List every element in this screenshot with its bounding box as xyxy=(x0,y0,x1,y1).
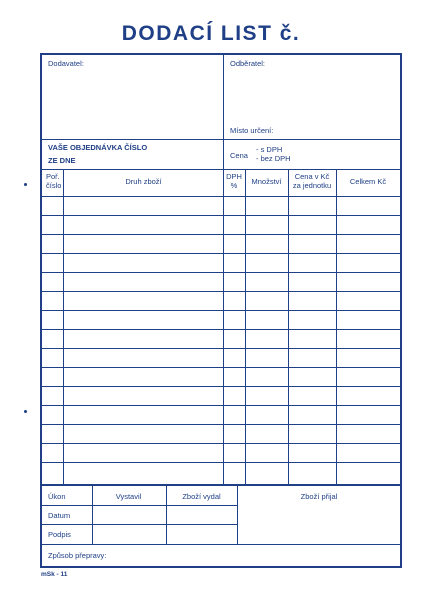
col-vat-header-1: DPH xyxy=(226,172,242,181)
table-row[interactable] xyxy=(42,253,400,254)
table-row[interactable] xyxy=(42,215,400,216)
order-date-label: ZE DNE xyxy=(48,156,76,165)
table-row[interactable] xyxy=(42,291,400,292)
customer-label: Odběratel: xyxy=(230,59,266,68)
col-no-header-1: Poř. xyxy=(46,172,60,181)
order-number-label: VAŠE OBJEDNÁVKA ČÍSLO xyxy=(48,143,148,152)
col-qty-header: Množství xyxy=(251,177,282,186)
table-header-line xyxy=(42,196,400,197)
col-line-1 xyxy=(63,169,64,484)
table-row[interactable] xyxy=(42,367,400,368)
col-item-header: Druh zboží xyxy=(125,177,162,186)
act-label: Úkon xyxy=(48,492,66,501)
price-with-vat: - s DPH xyxy=(256,145,283,154)
table-row[interactable] xyxy=(42,386,400,387)
col-unit-price-header-1: Cena v Kč xyxy=(294,172,330,181)
col-line-5 xyxy=(336,169,337,484)
transport-field[interactable] xyxy=(117,545,400,565)
margin-dot-bottom xyxy=(24,410,27,413)
bottom-block-top xyxy=(42,484,400,486)
supplier-field[interactable] xyxy=(43,69,221,139)
items-top-line xyxy=(42,169,400,170)
col-no-header-2: číslo xyxy=(46,181,62,190)
customer-field[interactable] xyxy=(225,69,400,123)
supplier-label: Dodavatel: xyxy=(48,59,84,68)
table-row[interactable] xyxy=(42,348,400,349)
table-row[interactable] xyxy=(42,310,400,311)
col-unit-price-header-2: za jednotku xyxy=(292,181,332,190)
col-total-header: Celkem Kč xyxy=(349,177,387,186)
transport-label: Způsob přepravy: xyxy=(48,551,107,560)
signature-issued-field[interactable] xyxy=(93,525,165,543)
col-line-2 xyxy=(223,169,224,484)
table-row[interactable] xyxy=(42,462,400,463)
goods-received-label: Zboží přijal xyxy=(300,492,338,501)
table-row[interactable] xyxy=(42,329,400,330)
delivery-note-form xyxy=(40,53,402,568)
col-vat-header-2: % xyxy=(230,181,238,190)
header-bottom-line xyxy=(42,139,400,140)
header-divider xyxy=(223,55,224,169)
date-label: Datum xyxy=(48,511,71,520)
goods-issued-label: Zboží vydal xyxy=(182,492,221,501)
table-row[interactable] xyxy=(42,234,400,235)
goods-received-field[interactable] xyxy=(238,506,400,543)
col-line-3 xyxy=(245,169,246,484)
date-goods-issued-field[interactable] xyxy=(167,506,236,524)
table-row[interactable] xyxy=(42,272,400,273)
price-without-vat: - bez DPH xyxy=(256,154,291,163)
signature-goods-issued-field[interactable] xyxy=(167,525,236,543)
col-line-4 xyxy=(288,169,289,484)
date-issued-field[interactable] xyxy=(93,506,165,524)
margin-dot-top xyxy=(24,183,27,186)
document-title: DODACÍ LIST č. xyxy=(121,22,301,45)
table-row[interactable] xyxy=(42,405,400,406)
issued-label: Vystavil xyxy=(115,492,142,501)
signature-label: Podpis xyxy=(48,530,71,539)
table-row[interactable] xyxy=(42,443,400,444)
destination-label: Místo určení: xyxy=(230,126,274,135)
table-row[interactable] xyxy=(42,424,400,425)
price-label: Cena xyxy=(230,151,248,160)
form-code: mSk - 11 xyxy=(41,571,68,578)
